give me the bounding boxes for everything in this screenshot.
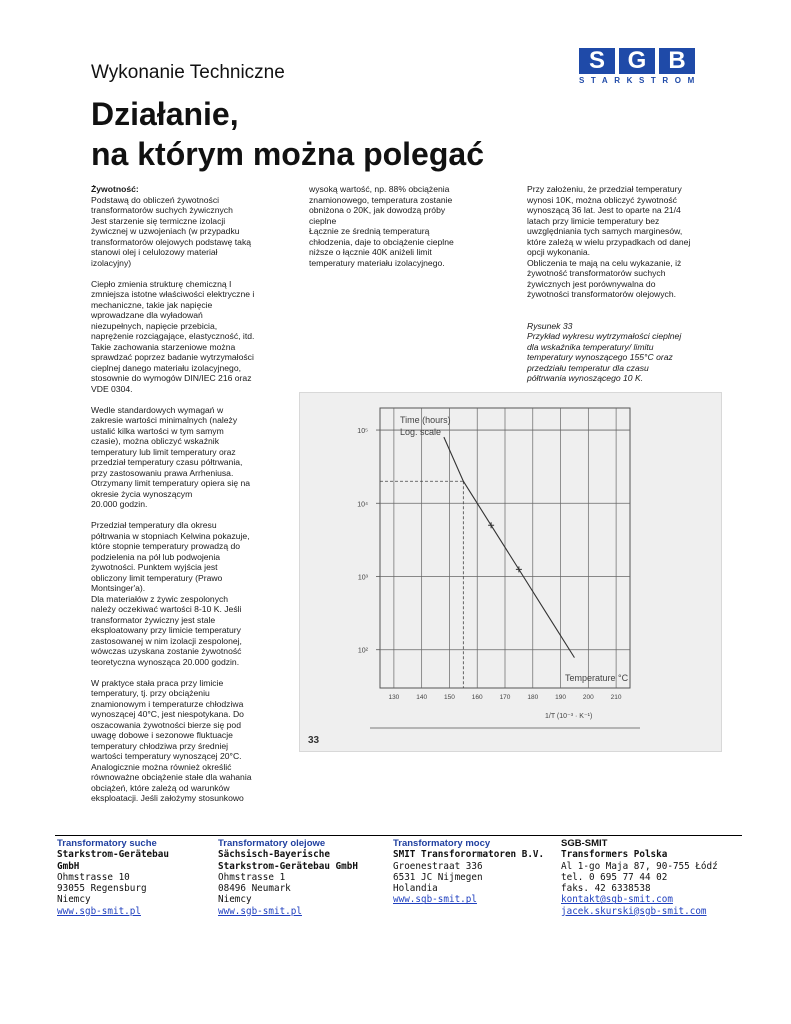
section-heading: Żywotność: (91, 184, 139, 194)
x-tick-label: 140 (416, 694, 428, 701)
sgb-logo (579, 47, 701, 86)
data-point-marker (516, 566, 522, 572)
data-point-marker (488, 522, 494, 528)
footer-company: Starkstrom-Gerätebau GmbH (57, 849, 169, 872)
footer-title: Transformatory mocy (393, 838, 491, 849)
chart-grid (357, 408, 721, 742)
footer-company: Transformers Polska (561, 849, 668, 861)
footer-title: Transformatory olejowe (218, 838, 326, 849)
page-title-line1: Działanie, (91, 96, 239, 132)
x-tick-label: 130 (388, 694, 400, 701)
footer-title: Transformatory suche (57, 838, 157, 849)
x-tick-label: 160 (471, 694, 483, 701)
x-tick-label: 180 (527, 694, 539, 701)
footer-column-power-transformers (393, 838, 553, 906)
text-column-3 (527, 184, 712, 394)
footer-web-link[interactable]: www.sgb-smit.pl (57, 905, 141, 917)
paragraph: Wedle standardowych wymagań w zakresie wartości minimalnych (należy ustalić kilka wartości w tym samym czasie), można obliczyć wskaźnik temperatury lub limit temperatury oraz przedział temperatury czasu półtrwania, przy zastosowaniu prawa Arrheniusa. Otrzymany limit temperatury opiera się na okresie życia wynoszącym 20.000 godzin. (91, 404, 251, 509)
footer-column-sgb-smit-poland (561, 838, 741, 917)
paragraph: Ciepło zmienia strukturę chemiczną I zmniejsza istotne właściwości elektryczne i mechaniczne, takie jak napięcie wprowadzane dla wyładowań niezupełnych, napięcie przebicia, naprężenie rozciągające, elastyczność, itd. Takie zachowania starzeniowe można sprawdzać poprzez badanie wytrzymałości cieplnej danego materiału izolacyjnego, stosownie do wymogów DIN/IEC 216 oraz VDE 0304. (91, 278, 255, 394)
y-tick-label: 10⁵ (357, 428, 368, 436)
y-tick-label: 10² (357, 647, 368, 655)
x-tick-label: 150 (444, 694, 455, 701)
x-tick-label: 170 (499, 694, 511, 701)
x-tick-label: 210 (610, 694, 622, 701)
footer-email-link[interactable]: jacek.skurski@sgb-smit.com (561, 905, 707, 917)
footer-address: Ohmstrasse 1 08496 Neumark Niemcy (218, 871, 291, 906)
page-title-line2: na którym można polegać (91, 136, 484, 172)
logo-letter-s: S (579, 48, 615, 74)
logo-letter-b: B (659, 48, 695, 74)
paragraph: wysoką wartość, np. 88% obciążenia znamionowego, temperatura zostanie obniżona o 20K, jak dowodzą próby cieplne Łącznie ze średnią temperaturą chłodzenia, daje to obciążenie cieplne niższe o łącznie 40K aniżeli limit temperatury materiału izolacyjnego. (309, 184, 454, 268)
x-axis-label: Temperature °C (565, 673, 629, 683)
footer-address: Al 1-go Maja 87, 90-755 Łódź tel. 0 695 77 44 02 faks. 42 6338538 (561, 860, 718, 895)
footer-title: SGB-SMIT (561, 838, 608, 849)
footer-column-oil-transformers (218, 838, 388, 917)
paragraph: Podstawą do obliczeń żywotności transformatorów suchych żywicznych Jest starzenie się termiczne izolacji żywicznej w uzwojeniach (w przypadku transformatorów olejowych podstawę taką stanowi olej i celulozowy materiał izolacyjny) (91, 194, 252, 268)
logo-letter-g: G (619, 48, 655, 74)
footer-divider (55, 835, 742, 836)
page-subtitle: Wykonanie Techniczne (91, 62, 285, 83)
logo-subtext: STARKSTROM (579, 76, 701, 85)
figure-33-chart (299, 392, 722, 752)
paragraph: Przedział temperatury dla okresu półtrwania w stopniach Kelwina pokazuje, które stopnie temperatury prowadzą do podzielenia na pół lub podwojenia żywotności. Punktem wyjścia jest obliczony limit temperatury (Prawo Montsinger'a). Dla materiałów z żywic zespolonych należy oczekiwać wartości 8-10 K. Jeśli transformator żywiczny jest stale eksploatowany przy limicie temperatury zastosowanej w nim izolacji zespolonej, wówczas uzyskana zostanie żywotność teoretyczna wynosząca 20.000 godzin. (91, 520, 250, 667)
text-column-1 (91, 184, 276, 814)
y-axis-label: Time (hours) (400, 415, 451, 425)
footer-company: SMIT Transforormatoren B.V. (393, 849, 545, 861)
y-tick-label: 10³ (357, 574, 368, 582)
x-tick-label: 190 (555, 694, 566, 701)
paragraph: W praktyce stała praca przy limicie temperatury, tj. przy obciążeniu znamionowym i temperaturze chłodziwa wynoszącej 40°C, jest niespotykana. Do oszacowania żywotności bierze się pod uwagę dobowe i sezonowe fluktuacje temperatury chłodziwa przy średniej wartości temperatury wynoszącej 20°C. Analogicznie można również określić równoważne obciążenie stałe dla wahania obciążeń, które zależą od warunków eksploatacji. Jeśli założymy stosunkowo (91, 677, 252, 803)
footer-address: Groenestraat 336 6531 JC Nijmegen Holandia (393, 860, 483, 895)
figure-caption: Rysunek 33 Przykład wykresu wytrzymałości cieplnej dla wskaźnika temperatury/ limitu temperatury wynoszącego 155°C oraz przedziału temperatur dla czasu półtrwania wynoszącego 10 K. (527, 320, 682, 383)
y-tick-label: 10⁴ (357, 501, 368, 509)
paragraph: Przy założeniu, że przedział temperatury wynosi 10K, można obliczyć żywotność wynoszącą 36 lat. Jest to oparte na 21/4 latach przy limicie temperatury bez uwzględniania tych samych marginesów, które zależą w wielu przypadkach od danej opcji wykonania. Obliczenia te mają na celu wykazanie, iż żywotność transformatorów suchych żywicznych jest porównywalna do żywotności transformatorów olejowych. (527, 184, 691, 299)
chart-svg (300, 393, 721, 751)
footer-email-link[interactable]: kontakt@sgb-smit.com (561, 894, 673, 906)
footer-company: Sächsisch-Bayerische Starkstrom-Gerätebau GmbH (218, 849, 358, 872)
footer-address: Ohmstrasse 10 93055 Regensburg Niemcy (57, 871, 147, 906)
figure-number: 33 (308, 735, 320, 746)
footer-web-link[interactable]: www.sgb-smit.pl (393, 894, 477, 906)
secondary-x-axis-label: 1/T (10⁻³ · K⁻¹) (545, 713, 593, 720)
footer-column-dry-transformers (57, 838, 207, 917)
y-axis-scale-label: Log. scale (400, 427, 442, 437)
text-column-2 (309, 184, 494, 279)
x-tick-label: 200 (582, 694, 594, 701)
footer-web-link[interactable]: www.sgb-smit.pl (218, 905, 302, 917)
